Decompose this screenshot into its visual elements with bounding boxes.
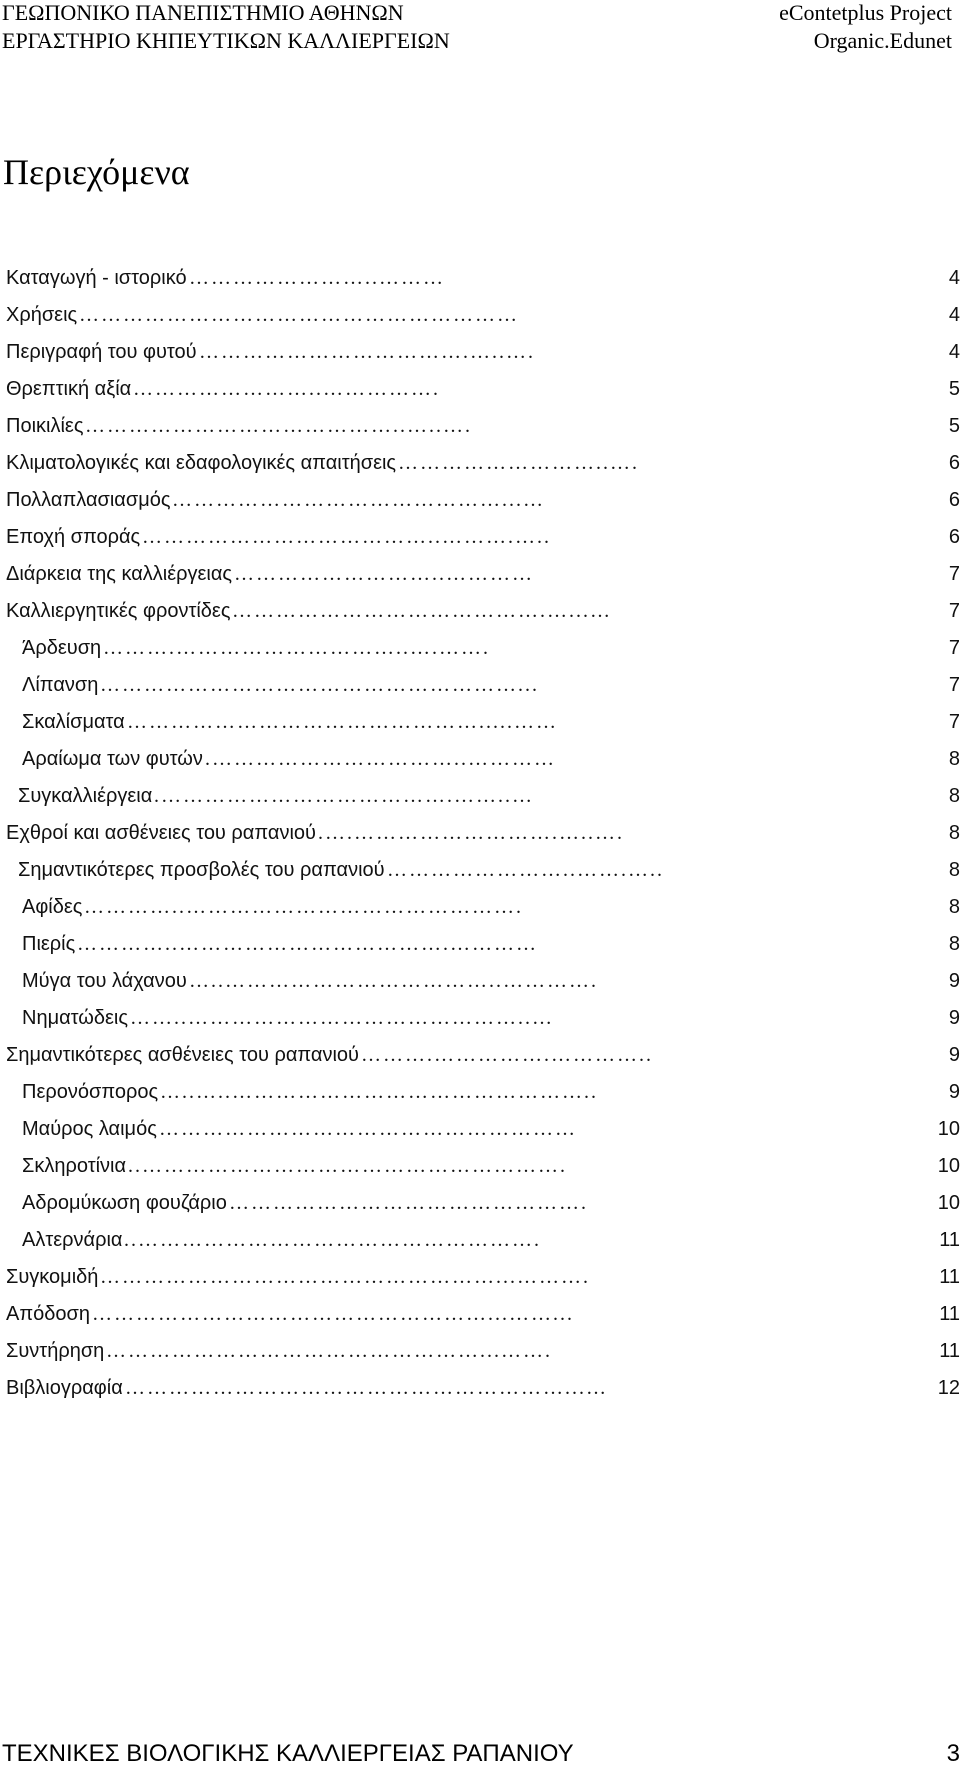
- toc-entry-leader: ……………………..………: [189, 267, 445, 289]
- toc-entry-label[interactable]: Πολλαπλασιασμός: [6, 489, 171, 511]
- header-project: eContetplus Project: [779, 0, 952, 25]
- toc-entry-leader: ……….…………………………..….…….: [103, 637, 490, 659]
- toc-entry-leader: ………………………………………………...……...: [92, 1303, 574, 1325]
- footer-page-number: 3: [946, 1740, 960, 1767]
- toc-entry-page: 11: [939, 1266, 960, 1288]
- toc-entry-label[interactable]: Εποχή σποράς: [6, 526, 141, 548]
- toc-entry[interactable]: [0, 1191, 960, 1228]
- toc-entry-page: 12: [937, 1377, 960, 1399]
- toc-entry-page: 7: [948, 674, 960, 696]
- toc-entry-label[interactable]: Αδρομύκωση φουζάριο: [22, 1192, 227, 1214]
- toc-entry-page: 6: [948, 452, 960, 474]
- toc-entry[interactable]: [0, 673, 960, 710]
- toc-entry-page: 5: [948, 378, 960, 400]
- toc-entry-page: 4: [948, 304, 960, 326]
- toc-entry-leader: ……………………………….…..….: [199, 341, 535, 363]
- toc-entry[interactable]: [0, 599, 960, 636]
- toc-entry[interactable]: [0, 858, 960, 895]
- toc-entry-label[interactable]: Κλιματολογικές και εδαφολογικές απαιτήσεις: [6, 452, 397, 474]
- toc-entry-label[interactable]: Βιβλιογραφία: [6, 1377, 123, 1399]
- toc-entry[interactable]: [0, 1080, 960, 1117]
- toc-entry[interactable]: [0, 525, 960, 562]
- toc-entry-label[interactable]: Αφίδες: [22, 896, 83, 918]
- toc-entry-leader: …..………………………………..………….: [189, 970, 598, 992]
- toc-entry-leader: ……………………………………………………...…: [125, 1377, 608, 1399]
- toc-entry-leader: …………………………………..……….…..: [142, 526, 551, 548]
- toc-entry-page: 8: [948, 822, 960, 844]
- toc-entry-page: 9: [948, 970, 960, 992]
- toc-entry-page: 5: [948, 415, 960, 437]
- toc-entry[interactable]: [0, 1117, 960, 1154]
- toc-entry-label[interactable]: Νηματώδεις: [22, 1007, 129, 1029]
- toc-entry-label[interactable]: Λίπανση: [22, 674, 99, 696]
- toc-title: Περιεχόμενα: [3, 152, 190, 192]
- toc-entry-label[interactable]: Αραίωμα των φυτών: [22, 748, 203, 770]
- toc-entry-label[interactable]: Εχθροί και ασθένειες του ραπανιού: [6, 822, 316, 844]
- toc-entry-label[interactable]: Καλλιεργητικές φροντίδες: [6, 600, 231, 622]
- toc-entry[interactable]: [0, 488, 960, 525]
- toc-entry[interactable]: [0, 636, 960, 673]
- toc-entry-label[interactable]: Συγκαλλιέργεια: [18, 785, 153, 807]
- toc-entry-leader: ………………………..….: [398, 452, 639, 474]
- toc-entry-leader: ……………………..…………….: [133, 378, 440, 400]
- toc-entry-label[interactable]: Απόδοση: [6, 1303, 90, 1325]
- toc-entry-leader: …………………………………………………...: [100, 674, 539, 696]
- toc-entry-page: 9: [948, 1081, 960, 1103]
- toc-entry[interactable]: [0, 1043, 960, 1080]
- toc-entry-label[interactable]: Μύγα του λάχανου: [22, 970, 187, 992]
- toc-entry-label[interactable]: Θρεπτική αξία: [6, 378, 132, 400]
- toc-entry-leader: ………………………………………….: [229, 1192, 588, 1214]
- toc-entry-leader: …………..……………………………………….: [84, 896, 523, 918]
- toc-entry-label[interactable]: Άρδευση: [22, 637, 102, 659]
- toc-entry-leader: .……………………………..…………: [205, 748, 556, 770]
- toc-entry[interactable]: [0, 377, 960, 414]
- toc-entry-leader: ………………………..…………: [234, 563, 534, 585]
- toc-entry-leader: ..……………………………………………….: [124, 1229, 541, 1251]
- toc-entry-leader: …………………………………….…...…: [232, 600, 612, 622]
- toc-entry-label[interactable]: Περονόσπορος: [22, 1081, 159, 1103]
- toc-entry-label[interactable]: Πιερίς: [22, 933, 76, 955]
- toc-entry-page: 8: [948, 785, 960, 807]
- toc-entry-label[interactable]: Σκληροτίνια: [22, 1155, 127, 1177]
- toc-entry[interactable]: [0, 1006, 960, 1043]
- header-university: ΓΕΩΠΟΝΙΚΟ ΠΑΝΕΠΙΣΤΗΜΙΟ ΑΘΗΝΩΝ: [2, 0, 404, 25]
- toc-entry-label[interactable]: Καταγωγή - ιστορικό: [6, 267, 187, 289]
- toc-entry-page: 7: [948, 600, 960, 622]
- toc-entry[interactable]: [0, 1302, 960, 1339]
- toc-entry-page: 10: [937, 1118, 960, 1140]
- toc-entry-leader: ………………………………………………...……….: [100, 1266, 590, 1288]
- toc-entry-label[interactable]: Σημαντικότερες προσβολές του ραπανιού: [18, 859, 385, 881]
- toc-entry[interactable]: [0, 1376, 960, 1413]
- toc-entry-page: 9: [948, 1044, 960, 1066]
- toc-entry[interactable]: [0, 1339, 960, 1376]
- toc-entry-page: 11: [939, 1303, 960, 1325]
- toc-entry-leader: ……………………………………………...…….: [106, 1340, 552, 1362]
- toc-entry[interactable]: [0, 266, 960, 303]
- toc-entry[interactable]: [0, 784, 960, 821]
- toc-entry-label[interactable]: Σκαλίσματα: [22, 711, 125, 733]
- toc-entry-label[interactable]: Συντήρηση: [6, 1340, 105, 1362]
- toc-entry-page: 10: [937, 1192, 960, 1214]
- toc-entry-page: 7: [948, 637, 960, 659]
- toc-entry[interactable]: [0, 747, 960, 784]
- toc-entry-label[interactable]: Διάρκεια της καλλιέργειας: [6, 563, 233, 585]
- toc-entry-label[interactable]: Αλτερνάρια: [22, 1229, 123, 1251]
- toc-entry[interactable]: [0, 562, 960, 599]
- toc-entry[interactable]: [0, 1228, 960, 1265]
- toc-entry-label[interactable]: Ποικιλίες: [6, 415, 84, 437]
- toc-entry-leader: …………..……………………………….…………: [77, 933, 538, 955]
- toc-entry-page: 8: [948, 859, 960, 881]
- page-header: [0, 0, 960, 60]
- toc-entry-label[interactable]: Περιγραφή του φυτού: [6, 341, 197, 363]
- toc-entry-page: 7: [948, 563, 960, 585]
- toc-entry-leader: ……….…………….…………..: [361, 1044, 653, 1066]
- toc-entry-label[interactable]: Χρήσεις: [6, 304, 78, 326]
- header-site: Organic.Edunet: [813, 28, 952, 53]
- header-lab: ΕΡΓΑΣΤΗΡΙΟ ΚΗΠΕΥΤΙΚΩΝ ΚΑΛΛΙΕΡΓΕΙΩΝ: [2, 28, 450, 53]
- toc-entry[interactable]: [0, 340, 960, 377]
- toc-entry[interactable]: [0, 821, 960, 858]
- toc-entry-leader: …………………………………………………: [159, 1118, 577, 1140]
- toc-entry-page: 8: [948, 933, 960, 955]
- toc-entry-page: 11: [939, 1229, 960, 1251]
- toc-entry-leader: ..………………………………………………….: [128, 1155, 567, 1177]
- toc-entry[interactable]: [0, 932, 960, 969]
- toc-entry[interactable]: [0, 969, 960, 1006]
- toc-entry[interactable]: [0, 895, 960, 932]
- toc-entry-page: 10: [937, 1155, 960, 1177]
- toc-entry-leader: …..…..…………………………………………..: [160, 1081, 598, 1103]
- toc-entry-label[interactable]: Μαύρος λαιμός: [22, 1118, 157, 1140]
- toc-entry[interactable]: [0, 1265, 960, 1302]
- toc-entry-page: 4: [948, 267, 960, 289]
- toc-entry-page: 11: [939, 1340, 960, 1362]
- toc-entry-leader: ……………………..…….…..: [387, 859, 664, 881]
- toc-entry-page: 8: [948, 748, 960, 770]
- toc-entry-page: 7: [948, 711, 960, 733]
- page-footer: [0, 1740, 960, 1770]
- toc-entry[interactable]: [0, 451, 960, 488]
- toc-entry[interactable]: [0, 710, 960, 747]
- toc-entry-page: 6: [948, 489, 960, 511]
- toc-entry-page: 8: [948, 896, 960, 918]
- toc-entry-page: 6: [948, 526, 960, 548]
- toc-entry[interactable]: [0, 414, 960, 451]
- toc-entry-leader: ……………………………………………………: [79, 304, 519, 326]
- toc-entry-page: 9: [948, 1007, 960, 1029]
- toc-entry-leader: ………………………………………...…: [172, 489, 545, 511]
- toc-entry-leader: ………………………………………….....……: [127, 711, 558, 733]
- footer-title: ΤΕΧΝΙΚΕΣ ΒΙΟΛΟΓΙΚΗΣ ΚΑΛΛΙΕΡΓΕΙΑΣ ΡΑΠΑΝΙΟΥ: [2, 1740, 574, 1767]
- toc-entry-label[interactable]: Συγκομιδή: [6, 1266, 99, 1288]
- toc-entry[interactable]: [0, 1154, 960, 1191]
- toc-entry-leader: .………………………………….……..…: [154, 785, 534, 807]
- toc-entry-leader: ……..………………………………………..…: [130, 1007, 554, 1029]
- toc-entry-label[interactable]: Σημαντικότερες ασθένειες του ραπανιού: [6, 1044, 359, 1066]
- toc-entry-page: 4: [948, 341, 960, 363]
- toc-entry-leader: .….……………………….…..….: [318, 822, 624, 844]
- table-of-contents: [0, 266, 960, 1413]
- toc-entry[interactable]: [0, 303, 960, 340]
- toc-entry-leader: ……………………………………..…..….: [85, 415, 472, 437]
